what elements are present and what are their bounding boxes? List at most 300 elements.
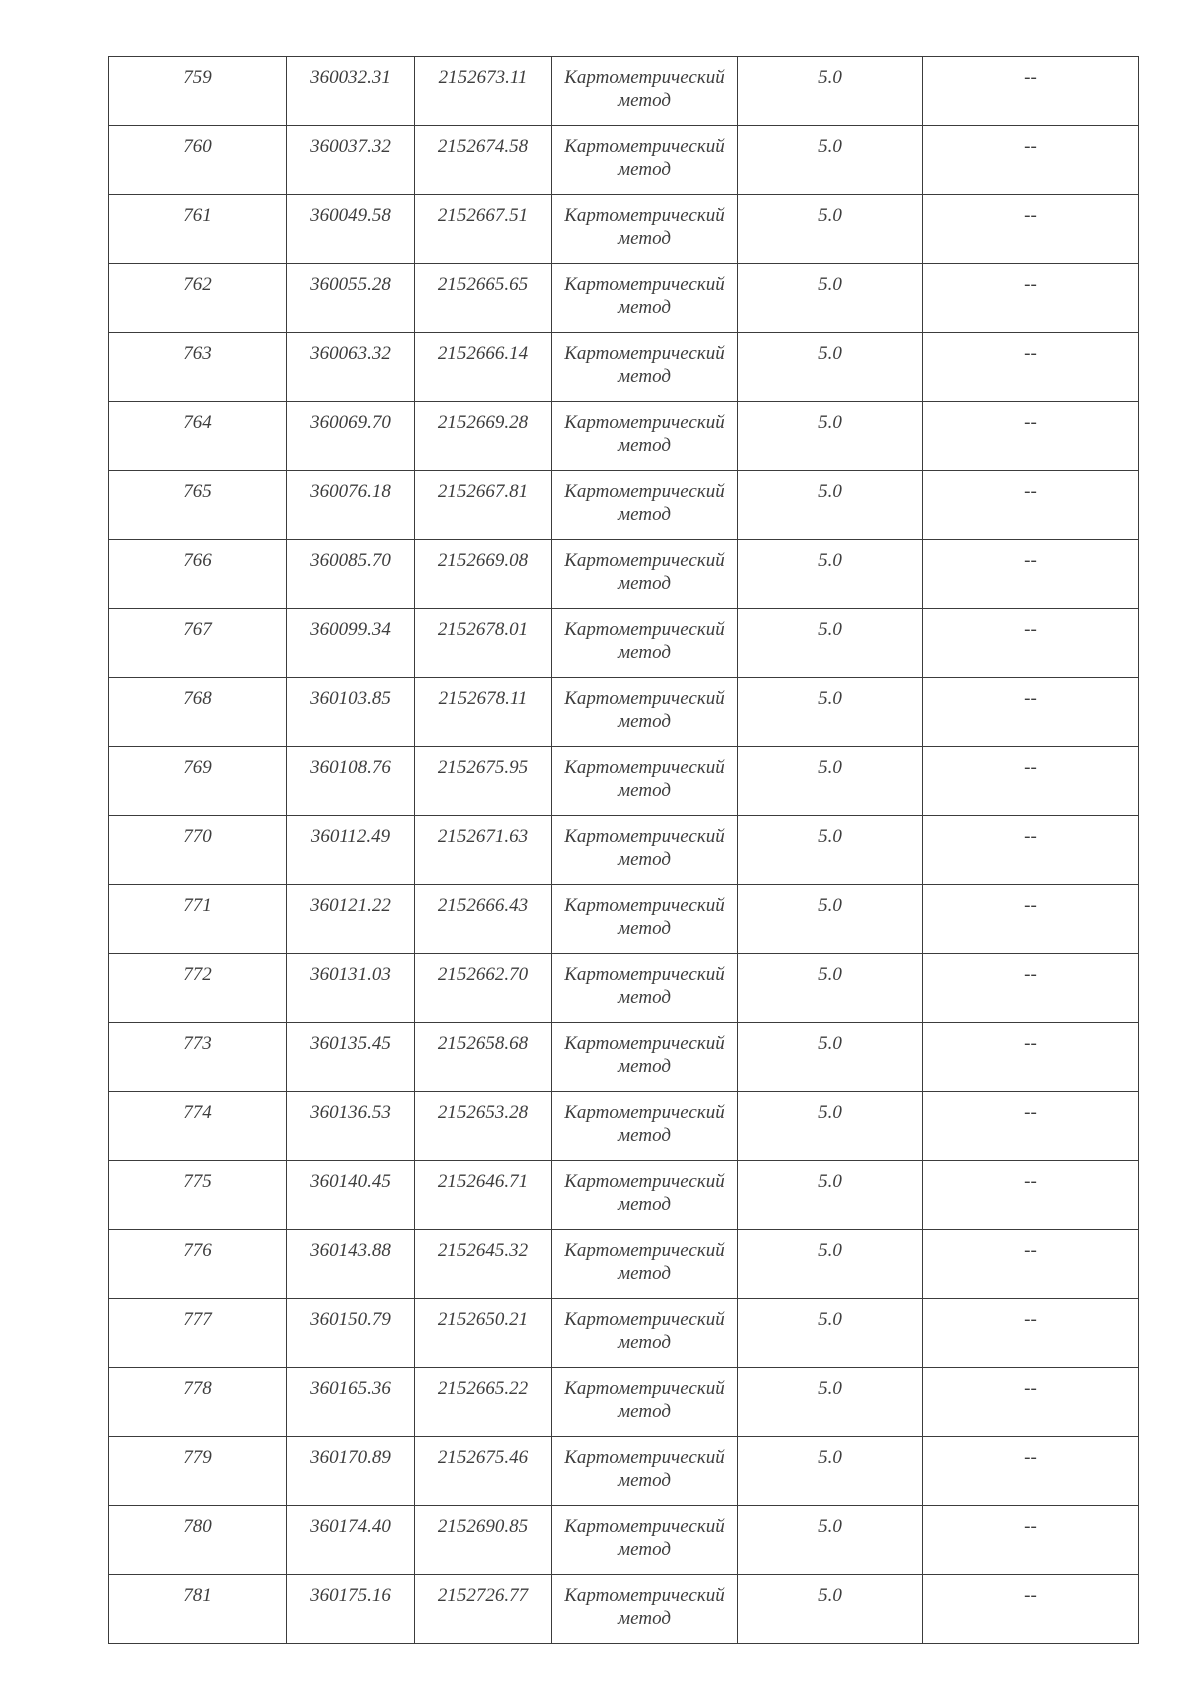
table-row xyxy=(109,678,1139,747)
method-cell-text: Картометрический метод xyxy=(564,895,725,939)
table-row xyxy=(109,609,1139,678)
accuracy-cell-text: 5.0 xyxy=(818,895,842,916)
table-row xyxy=(109,264,1139,333)
accuracy-cell-text: 5.0 xyxy=(818,964,842,985)
y-coordinate-cell-text: 2152666.14 xyxy=(437,343,529,364)
x-coordinate-cell xyxy=(287,954,415,1023)
y-coordinate-cell-text: 2152667.81 xyxy=(437,481,529,502)
point-number-cell-text: 761 xyxy=(183,205,212,226)
accuracy-cell-text: 5.0 xyxy=(818,1516,842,1537)
method-cell xyxy=(552,1161,738,1230)
point-number-cell-text: 777 xyxy=(183,1309,212,1330)
note-cell-text: -- xyxy=(1024,550,1037,571)
accuracy-cell-text: 5.0 xyxy=(818,343,842,364)
point-number-cell xyxy=(109,1299,287,1368)
method-cell xyxy=(552,1023,738,1092)
x-coordinate-cell-text: 360032.31 xyxy=(310,67,391,88)
accuracy-cell xyxy=(738,126,923,195)
method-cell-text: Картометрический метод xyxy=(564,826,725,870)
y-coordinate-cell-text: 2152666.43 xyxy=(437,895,529,916)
point-number-cell xyxy=(109,1575,287,1644)
table-row xyxy=(109,1368,1139,1437)
point-number-cell-text: 775 xyxy=(183,1171,212,1192)
table-row xyxy=(109,540,1139,609)
method-cell xyxy=(552,195,738,264)
y-coordinate-cell xyxy=(415,264,552,333)
x-coordinate-cell-text: 360140.45 xyxy=(310,1171,391,1192)
y-coordinate-cell-text: 2152653.28 xyxy=(437,1102,529,1123)
point-number-cell-text: 767 xyxy=(183,619,212,640)
note-cell-text: -- xyxy=(1024,205,1037,226)
x-coordinate-cell xyxy=(287,57,415,126)
coordinates-table xyxy=(108,56,1139,1644)
point-number-cell xyxy=(109,1368,287,1437)
y-coordinate-cell xyxy=(415,1368,552,1437)
point-number-cell xyxy=(109,1023,287,1092)
y-coordinate-cell xyxy=(415,195,552,264)
accuracy-cell-text: 5.0 xyxy=(818,67,842,88)
accuracy-cell xyxy=(738,540,923,609)
point-number-cell-text: 778 xyxy=(183,1378,212,1399)
x-coordinate-cell xyxy=(287,1092,415,1161)
note-cell xyxy=(923,1299,1139,1368)
note-cell xyxy=(923,1161,1139,1230)
y-coordinate-cell xyxy=(415,1023,552,1092)
y-coordinate-cell-text: 2152671.63 xyxy=(437,826,529,847)
point-number-cell-text: 759 xyxy=(183,67,212,88)
table-row xyxy=(109,1506,1139,1575)
accuracy-cell xyxy=(738,195,923,264)
accuracy-cell-text: 5.0 xyxy=(818,1102,842,1123)
accuracy-cell xyxy=(738,57,923,126)
x-coordinate-cell-text: 360037.32 xyxy=(310,136,391,157)
accuracy-cell-text: 5.0 xyxy=(818,688,842,709)
note-cell-text: -- xyxy=(1024,1516,1037,1537)
y-coordinate-cell xyxy=(415,1506,552,1575)
point-number-cell-text: 765 xyxy=(183,481,212,502)
y-coordinate-cell xyxy=(415,609,552,678)
note-cell xyxy=(923,1437,1139,1506)
method-cell xyxy=(552,747,738,816)
method-cell-text: Картометрический метод xyxy=(564,343,725,387)
accuracy-cell xyxy=(738,264,923,333)
method-cell-text: Картометрический метод xyxy=(564,1378,725,1422)
note-cell xyxy=(923,402,1139,471)
method-cell-text: Картометрический метод xyxy=(564,1447,725,1491)
accuracy-cell xyxy=(738,747,923,816)
accuracy-cell xyxy=(738,1230,923,1299)
x-coordinate-cell xyxy=(287,678,415,747)
y-coordinate-cell-text: 2152726.77 xyxy=(437,1585,529,1606)
method-cell-text: Картометрический метод xyxy=(564,205,725,249)
note-cell xyxy=(923,609,1139,678)
y-coordinate-cell xyxy=(415,402,552,471)
accuracy-cell-text: 5.0 xyxy=(818,826,842,847)
note-cell-text: -- xyxy=(1024,412,1037,433)
accuracy-cell xyxy=(738,333,923,402)
accuracy-cell xyxy=(738,609,923,678)
x-coordinate-cell-text: 360099.34 xyxy=(310,619,391,640)
y-coordinate-cell xyxy=(415,126,552,195)
x-coordinate-cell-text: 360063.32 xyxy=(310,343,391,364)
x-coordinate-cell xyxy=(287,747,415,816)
note-cell-text: -- xyxy=(1024,481,1037,502)
note-cell xyxy=(923,264,1139,333)
y-coordinate-cell-text: 2152674.58 xyxy=(437,136,529,157)
accuracy-cell xyxy=(738,1575,923,1644)
y-coordinate-cell xyxy=(415,1092,552,1161)
note-cell xyxy=(923,678,1139,747)
accuracy-cell xyxy=(738,1299,923,1368)
method-cell xyxy=(552,1368,738,1437)
table-row xyxy=(109,1299,1139,1368)
y-coordinate-cell xyxy=(415,1230,552,1299)
point-number-cell xyxy=(109,540,287,609)
x-coordinate-cell-text: 360076.18 xyxy=(310,481,391,502)
y-coordinate-cell-text: 2152673.11 xyxy=(438,67,528,88)
accuracy-cell-text: 5.0 xyxy=(818,619,842,640)
point-number-cell xyxy=(109,1230,287,1299)
accuracy-cell xyxy=(738,1368,923,1437)
y-coordinate-cell xyxy=(415,540,552,609)
y-coordinate-cell xyxy=(415,1575,552,1644)
point-number-cell xyxy=(109,57,287,126)
y-coordinate-cell xyxy=(415,885,552,954)
table-row xyxy=(109,1161,1139,1230)
accuracy-cell-text: 5.0 xyxy=(818,205,842,226)
note-cell-text: -- xyxy=(1024,343,1037,364)
note-cell-text: -- xyxy=(1024,1309,1037,1330)
method-cell xyxy=(552,816,738,885)
y-coordinate-cell-text: 2152662.70 xyxy=(437,964,529,985)
method-cell xyxy=(552,1299,738,1368)
point-number-cell-text: 766 xyxy=(183,550,212,571)
x-coordinate-cell-text: 360103.85 xyxy=(310,688,391,709)
accuracy-cell-text: 5.0 xyxy=(818,481,842,502)
note-cell xyxy=(923,540,1139,609)
note-cell-text: -- xyxy=(1024,136,1037,157)
method-cell-text: Картометрический метод xyxy=(564,67,725,111)
point-number-cell-text: 774 xyxy=(183,1102,212,1123)
x-coordinate-cell-text: 360049.58 xyxy=(310,205,391,226)
note-cell xyxy=(923,333,1139,402)
note-cell-text: -- xyxy=(1024,895,1037,916)
point-number-cell-text: 781 xyxy=(183,1585,212,1606)
method-cell-text: Картометрический метод xyxy=(564,688,725,732)
x-coordinate-cell-text: 360069.70 xyxy=(310,412,391,433)
point-number-cell xyxy=(109,1092,287,1161)
note-cell xyxy=(923,1506,1139,1575)
x-coordinate-cell-text: 360112.49 xyxy=(310,826,391,847)
note-cell xyxy=(923,126,1139,195)
accuracy-cell xyxy=(738,471,923,540)
table-row xyxy=(109,1575,1139,1644)
x-coordinate-cell xyxy=(287,1023,415,1092)
accuracy-cell xyxy=(738,954,923,1023)
accuracy-cell xyxy=(738,678,923,747)
point-number-cell xyxy=(109,195,287,264)
y-coordinate-cell xyxy=(415,333,552,402)
y-coordinate-cell-text: 2152650.21 xyxy=(437,1309,529,1330)
point-number-cell-text: 770 xyxy=(183,826,212,847)
point-number-cell-text: 780 xyxy=(183,1516,212,1537)
y-coordinate-cell xyxy=(415,1161,552,1230)
x-coordinate-cell xyxy=(287,264,415,333)
x-coordinate-cell-text: 360143.88 xyxy=(310,1240,391,1261)
method-cell-text: Картометрический метод xyxy=(564,1516,725,1560)
y-coordinate-cell-text: 2152667.51 xyxy=(437,205,529,226)
y-coordinate-cell xyxy=(415,1299,552,1368)
method-cell-text: Картометрический метод xyxy=(564,550,725,594)
accuracy-cell-text: 5.0 xyxy=(818,274,842,295)
y-coordinate-cell xyxy=(415,471,552,540)
x-coordinate-cell-text: 360165.36 xyxy=(310,1378,391,1399)
point-number-cell xyxy=(109,264,287,333)
method-cell xyxy=(552,126,738,195)
note-cell xyxy=(923,195,1139,264)
point-number-cell xyxy=(109,816,287,885)
method-cell xyxy=(552,885,738,954)
point-number-cell-text: 771 xyxy=(183,895,212,916)
y-coordinate-cell-text: 2152675.95 xyxy=(437,757,529,778)
point-number-cell-text: 769 xyxy=(183,757,212,778)
accuracy-cell xyxy=(738,1161,923,1230)
accuracy-cell xyxy=(738,885,923,954)
x-coordinate-cell-text: 360175.16 xyxy=(310,1585,391,1606)
table-row xyxy=(109,126,1139,195)
point-number-cell-text: 779 xyxy=(183,1447,212,1468)
method-cell xyxy=(552,1506,738,1575)
y-coordinate-cell-text: 2152658.68 xyxy=(437,1033,529,1054)
point-number-cell xyxy=(109,678,287,747)
accuracy-cell-text: 5.0 xyxy=(818,1309,842,1330)
method-cell xyxy=(552,1437,738,1506)
accuracy-cell xyxy=(738,1092,923,1161)
note-cell-text: -- xyxy=(1024,1447,1037,1468)
point-number-cell-text: 768 xyxy=(183,688,212,709)
accuracy-cell-text: 5.0 xyxy=(818,1033,842,1054)
y-coordinate-cell xyxy=(415,678,552,747)
accuracy-cell-text: 5.0 xyxy=(818,412,842,433)
note-cell xyxy=(923,1092,1139,1161)
x-coordinate-cell xyxy=(287,333,415,402)
table-row xyxy=(109,1092,1139,1161)
method-cell-text: Картометрический метод xyxy=(564,412,725,456)
x-coordinate-cell xyxy=(287,1506,415,1575)
point-number-cell-text: 772 xyxy=(183,964,212,985)
method-cell-text: Картометрический метод xyxy=(564,619,725,663)
accuracy-cell xyxy=(738,1506,923,1575)
method-cell-text: Картометрический метод xyxy=(564,1102,725,1146)
point-number-cell xyxy=(109,333,287,402)
point-number-cell xyxy=(109,954,287,1023)
note-cell xyxy=(923,885,1139,954)
x-coordinate-cell xyxy=(287,816,415,885)
note-cell-text: -- xyxy=(1024,826,1037,847)
accuracy-cell xyxy=(738,1437,923,1506)
accuracy-cell-text: 5.0 xyxy=(818,1240,842,1261)
method-cell xyxy=(552,1575,738,1644)
x-coordinate-cell xyxy=(287,1575,415,1644)
method-cell-text: Картометрический метод xyxy=(564,964,725,1008)
y-coordinate-cell xyxy=(415,954,552,1023)
method-cell-text: Картометрический метод xyxy=(564,1171,725,1215)
method-cell xyxy=(552,678,738,747)
point-number-cell-text: 760 xyxy=(183,136,212,157)
point-number-cell xyxy=(109,1161,287,1230)
x-coordinate-cell xyxy=(287,402,415,471)
x-coordinate-cell-text: 360170.89 xyxy=(310,1447,391,1468)
note-cell xyxy=(923,1368,1139,1437)
note-cell xyxy=(923,954,1139,1023)
method-cell-text: Картометрический метод xyxy=(564,1033,725,1077)
note-cell-text: -- xyxy=(1024,1102,1037,1123)
point-number-cell xyxy=(109,402,287,471)
x-coordinate-cell-text: 360085.70 xyxy=(310,550,391,571)
y-coordinate-cell-text: 2152678.11 xyxy=(438,688,528,709)
method-cell xyxy=(552,540,738,609)
point-number-cell-text: 762 xyxy=(183,274,212,295)
table-row xyxy=(109,471,1139,540)
accuracy-cell xyxy=(738,1023,923,1092)
x-coordinate-cell xyxy=(287,195,415,264)
y-coordinate-cell-text: 2152675.46 xyxy=(437,1447,529,1468)
note-cell-text: -- xyxy=(1024,1378,1037,1399)
accuracy-cell xyxy=(738,816,923,885)
note-cell-text: -- xyxy=(1024,757,1037,778)
method-cell xyxy=(552,1092,738,1161)
y-coordinate-cell-text: 2152665.65 xyxy=(437,274,529,295)
note-cell-text: -- xyxy=(1024,1585,1037,1606)
point-number-cell xyxy=(109,1437,287,1506)
point-number-cell xyxy=(109,471,287,540)
method-cell-text: Картометрический метод xyxy=(564,274,725,318)
y-coordinate-cell-text: 2152678.01 xyxy=(437,619,529,640)
x-coordinate-cell-text: 360108.76 xyxy=(310,757,391,778)
method-cell xyxy=(552,471,738,540)
x-coordinate-cell xyxy=(287,471,415,540)
note-cell-text: -- xyxy=(1024,688,1037,709)
method-cell xyxy=(552,57,738,126)
method-cell xyxy=(552,1230,738,1299)
method-cell-text: Картометрический метод xyxy=(564,1309,725,1353)
point-number-cell-text: 763 xyxy=(183,343,212,364)
y-coordinate-cell-text: 2152646.71 xyxy=(437,1171,529,1192)
x-coordinate-cell xyxy=(287,609,415,678)
point-number-cell xyxy=(109,885,287,954)
table-row xyxy=(109,885,1139,954)
accuracy-cell-text: 5.0 xyxy=(818,1585,842,1606)
note-cell-text: -- xyxy=(1024,1171,1037,1192)
note-cell-text: -- xyxy=(1024,1240,1037,1261)
accuracy-cell-text: 5.0 xyxy=(818,136,842,157)
y-coordinate-cell-text: 2152645.32 xyxy=(437,1240,529,1261)
point-number-cell xyxy=(109,609,287,678)
accuracy-cell-text: 5.0 xyxy=(818,1378,842,1399)
note-cell xyxy=(923,1023,1139,1092)
point-number-cell-text: 776 xyxy=(183,1240,212,1261)
point-number-cell-text: 764 xyxy=(183,412,212,433)
method-cell xyxy=(552,609,738,678)
x-coordinate-cell xyxy=(287,1437,415,1506)
table-row xyxy=(109,1230,1139,1299)
method-cell xyxy=(552,264,738,333)
accuracy-cell-text: 5.0 xyxy=(818,1447,842,1468)
method-cell-text: Картометрический метод xyxy=(564,481,725,525)
x-coordinate-cell-text: 360174.40 xyxy=(310,1516,391,1537)
x-coordinate-cell xyxy=(287,126,415,195)
y-coordinate-cell xyxy=(415,57,552,126)
method-cell-text: Картометрический метод xyxy=(564,1585,725,1629)
point-number-cell-text: 773 xyxy=(183,1033,212,1054)
x-coordinate-cell-text: 360055.28 xyxy=(310,274,391,295)
x-coordinate-cell xyxy=(287,1230,415,1299)
note-cell xyxy=(923,1575,1139,1644)
note-cell-text: -- xyxy=(1024,964,1037,985)
accuracy-cell-text: 5.0 xyxy=(818,1171,842,1192)
accuracy-cell-text: 5.0 xyxy=(818,757,842,778)
point-number-cell xyxy=(109,747,287,816)
note-cell xyxy=(923,57,1139,126)
x-coordinate-cell-text: 360136.53 xyxy=(310,1102,391,1123)
y-coordinate-cell xyxy=(415,747,552,816)
method-cell xyxy=(552,954,738,1023)
method-cell-text: Картометрический метод xyxy=(564,136,725,180)
table-row xyxy=(109,195,1139,264)
accuracy-cell-text: 5.0 xyxy=(818,550,842,571)
coordinates-table-body xyxy=(109,57,1139,1644)
method-cell xyxy=(552,402,738,471)
method-cell xyxy=(552,333,738,402)
x-coordinate-cell-text: 360150.79 xyxy=(310,1309,391,1330)
point-number-cell xyxy=(109,126,287,195)
note-cell-text: -- xyxy=(1024,1033,1037,1054)
note-cell xyxy=(923,1230,1139,1299)
point-number-cell xyxy=(109,1506,287,1575)
table-row xyxy=(109,402,1139,471)
y-coordinate-cell-text: 2152665.22 xyxy=(437,1378,529,1399)
x-coordinate-cell xyxy=(287,1368,415,1437)
x-coordinate-cell-text: 360131.03 xyxy=(310,964,391,985)
x-coordinate-cell xyxy=(287,885,415,954)
method-cell-text: Картометрический метод xyxy=(564,757,725,801)
note-cell-text: -- xyxy=(1024,67,1037,88)
table-row xyxy=(109,816,1139,885)
note-cell xyxy=(923,471,1139,540)
x-coordinate-cell xyxy=(287,540,415,609)
method-cell-text: Картометрический метод xyxy=(564,1240,725,1284)
x-coordinate-cell xyxy=(287,1299,415,1368)
y-coordinate-cell xyxy=(415,816,552,885)
table-row xyxy=(109,954,1139,1023)
note-cell xyxy=(923,747,1139,816)
y-coordinate-cell-text: 2152669.08 xyxy=(437,550,529,571)
table-row xyxy=(109,1023,1139,1092)
x-coordinate-cell-text: 360121.22 xyxy=(310,895,391,916)
x-coordinate-cell-text: 360135.45 xyxy=(310,1033,391,1054)
note-cell-text: -- xyxy=(1024,619,1037,640)
table-row xyxy=(109,57,1139,126)
y-coordinate-cell-text: 2152669.28 xyxy=(437,412,529,433)
y-coordinate-cell-text: 2152690.85 xyxy=(437,1516,529,1537)
table-row xyxy=(109,747,1139,816)
x-coordinate-cell xyxy=(287,1161,415,1230)
accuracy-cell xyxy=(738,402,923,471)
table-row xyxy=(109,333,1139,402)
note-cell-text: -- xyxy=(1024,274,1037,295)
table-row xyxy=(109,1437,1139,1506)
note-cell xyxy=(923,816,1139,885)
